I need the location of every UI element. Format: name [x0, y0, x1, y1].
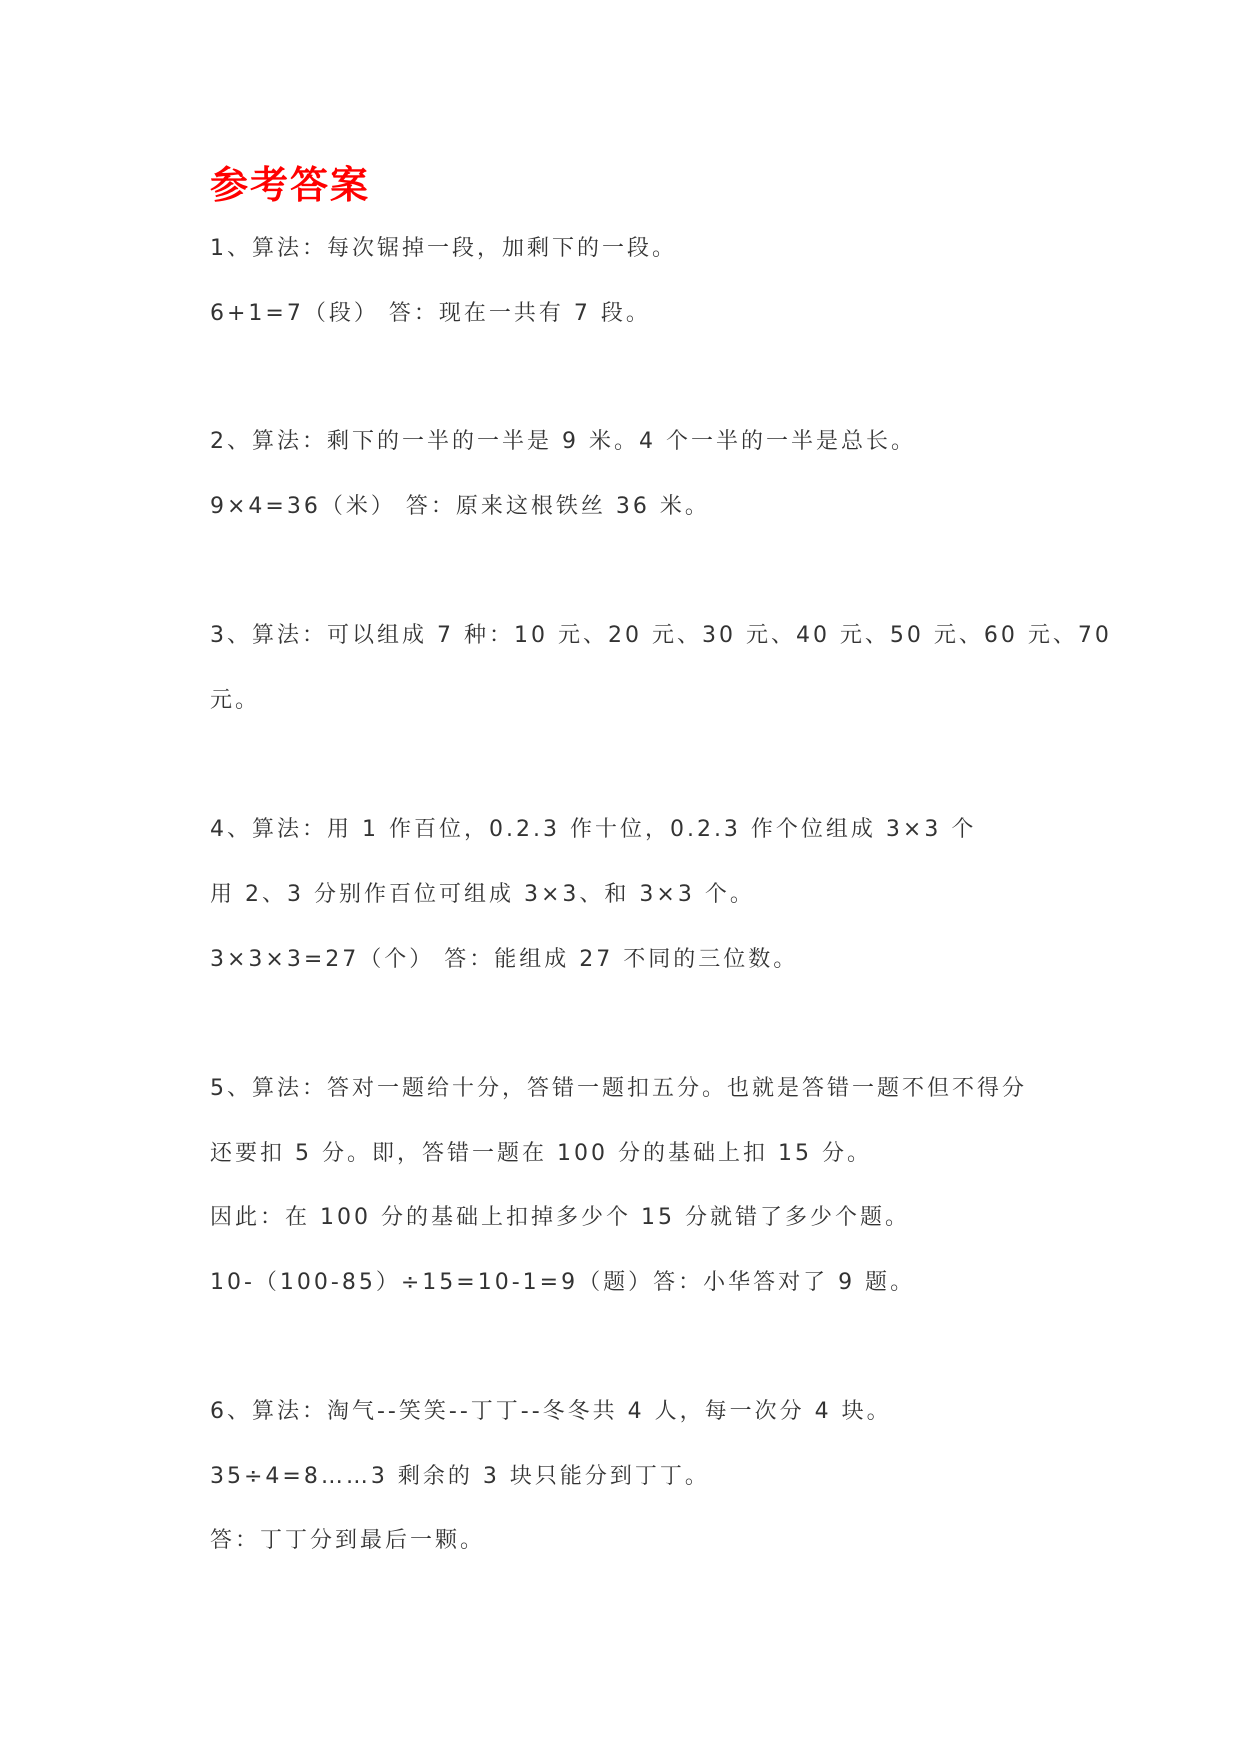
answer-5-line-1: 5、算法：答对一题给十分，答错一题扣五分。也就是答错一题不但不得分: [210, 1076, 1027, 1101]
answer-2-line-1: 2、算法：剩下的一半的一半是 9 米。4 个一半的一半是总长。: [210, 429, 916, 454]
answer-4-line-2: 用 2、3 分别作百位可组成 3×3、和 3×3 个。: [210, 882, 755, 907]
page-title: 参考答案: [210, 163, 371, 207]
answer-3-line-2: 元。: [210, 688, 261, 713]
answer-4-line-1: 4、算法：用 1 作百位，0.2.3 作十位，0.2.3 作个位组成 3×3 个: [210, 817, 977, 842]
answer-5-line-3: 因此：在 100 分的基础上扣掉多少个 15 分就错了多少个题。: [210, 1205, 910, 1230]
answer-1-line-2: 6+1=7（段） 答：现在一共有 7 段。: [210, 301, 651, 326]
answer-6-line-3: 答：丁丁分到最后一颗。: [210, 1528, 486, 1553]
answer-5-line-2: 还要扣 5 分。即，答错一题在 100 分的基础上扣 15 分。: [210, 1141, 872, 1166]
answer-4-line-3: 3×3×3=27（个） 答：能组成 27 不同的三位数。: [210, 947, 799, 972]
answer-6-line-2: 35÷4=8……3 剩余的 3 块只能分到丁丁。: [210, 1464, 710, 1489]
answer-6-line-1: 6、算法：淘气--笑笑--丁丁--冬冬共 4 人，每一次分 4 块。: [210, 1399, 892, 1424]
answer-1-line-1: 1、算法：每次锯掉一段，加剩下的一段。: [210, 236, 677, 261]
answer-3-line-1: 3、算法：可以组成 7 种：10 元、20 元、30 元、40 元、50 元、60 元、70: [210, 623, 1112, 648]
answer-2-line-2: 9×4=36（米） 答：原来这根铁丝 36 米。: [210, 494, 710, 519]
answer-5-line-4: 10-（100-85）÷15=10-1=9（题）答：小华答对了 9 题。: [210, 1270, 916, 1295]
